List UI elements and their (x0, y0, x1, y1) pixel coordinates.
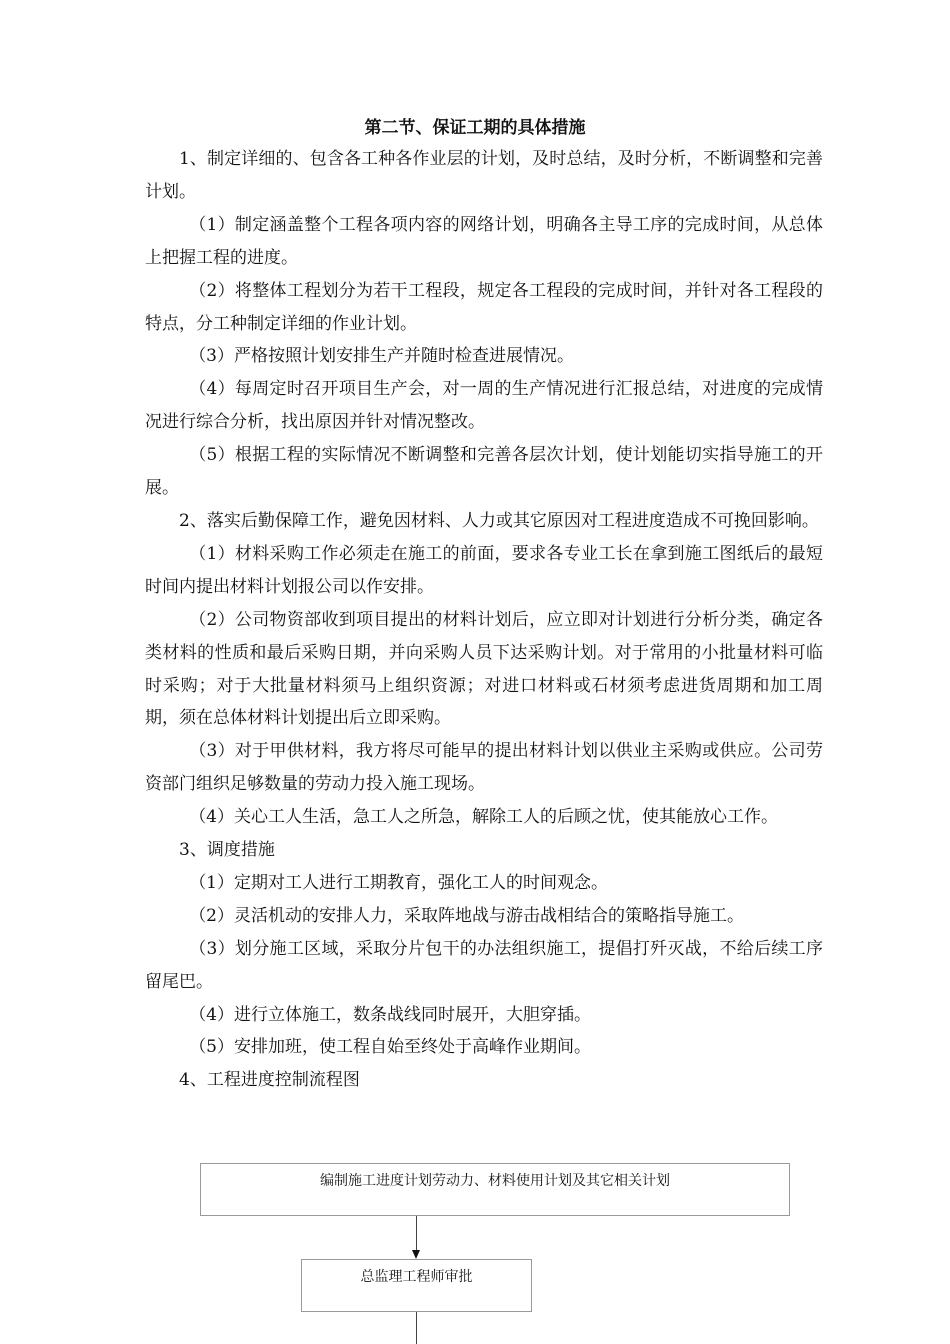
paragraph: （5）安排加班，使工程自始至终处于高峰作业期间。 (189, 1037, 592, 1058)
paragraph: （4）关心工人生活，急工人之所急，解除工人的后顾之忧，使其能放心工作。 (189, 807, 779, 828)
paragraph: （2）将整体工程划分为若干工程段，规定各工程段的完成时间，并针对各工程段的特点，分工种制定详细的作业计划。 (145, 280, 823, 334)
paragraph: （5）根据工程的实际情况不断调整和完善各层次计划，使计划能切实指导施工的开展。 (145, 445, 823, 499)
paragraph: （2）公司物资部收到项目提出的材料计划后，应立即对计划进行分析分类，确定各类材料的性质和最后采购日期，并向采购人员下达采购计划。对于常用的小批量材料可临时采购；对于大批量材料须马上组织资源；对进口材料或石材须考虑进货周期和加工周期，须在总体材料计划提出后立即采购。 (145, 609, 823, 729)
flowchart-step-plan: 编制施工进度计划劳动力、材料使用计划及其它相关计划 (200, 1163, 790, 1216)
flowchart-connector (416, 1216, 417, 1252)
paragraph: （4）进行立体施工，数条战线同时展开，大胆穿插。 (189, 1004, 592, 1025)
paragraph: （1）材料采购工作必须走在施工的前面，要求各专业工长在拿到施工图纸后的最短时间内提出材料计划报公司以作安排。 (145, 543, 823, 597)
body-text (145, 143, 823, 1097)
paragraph: 2、落实后勤保障工作，避免因材料、人力或其它原因对工程进度造成不可挽回影响。 (179, 510, 819, 531)
paragraph: （3）严格按照计划安排生产并随时检查进展情况。 (189, 346, 575, 367)
flowchart-step-approval: 总监理工程师审批 (301, 1259, 532, 1312)
paragraph: （3）划分施工区域，采取分片包干的办法组织施工，提倡打歼灭战，不给后续工序留尾巴。 (145, 938, 823, 992)
paragraph: 4、工程进度控制流程图 (179, 1070, 360, 1091)
flowchart-connector (416, 1312, 417, 1344)
paragraph: 1、制定详细的、包含各工种各作业层的计划，及时总结，及时分析，不断调整和完善计划。 (145, 149, 823, 202)
paragraph: （1）定期对工人进行工期教育，强化工人的时间观念。 (189, 872, 609, 893)
paragraph: （1）制定涵盖整个工程各项内容的网络计划，明确各主导工序的完成时间，从总体上把握工程的进度。 (145, 214, 823, 268)
section-title: 第二节、保证工期的具体措施 (364, 118, 586, 138)
flowchart-arrow-icon (412, 1250, 420, 1259)
paragraph: （4）每周定时召开项目生产会，对一周的生产情况进行汇报总结，对进度的完成情况进行综合分析，找出原因并针对情况整改。 (145, 379, 823, 433)
paragraph: （2）灵活机动的安排人力，采取阵地战与游击战相结合的策略指导施工。 (189, 905, 745, 926)
paragraph: 3、调度措施 (179, 840, 275, 861)
paragraph: （3）对于甲供材料，我方将尽可能早的提出材料计划以供业主采购或供应。公司劳资部门组织足够数量的劳动力投入施工现场。 (145, 741, 823, 795)
